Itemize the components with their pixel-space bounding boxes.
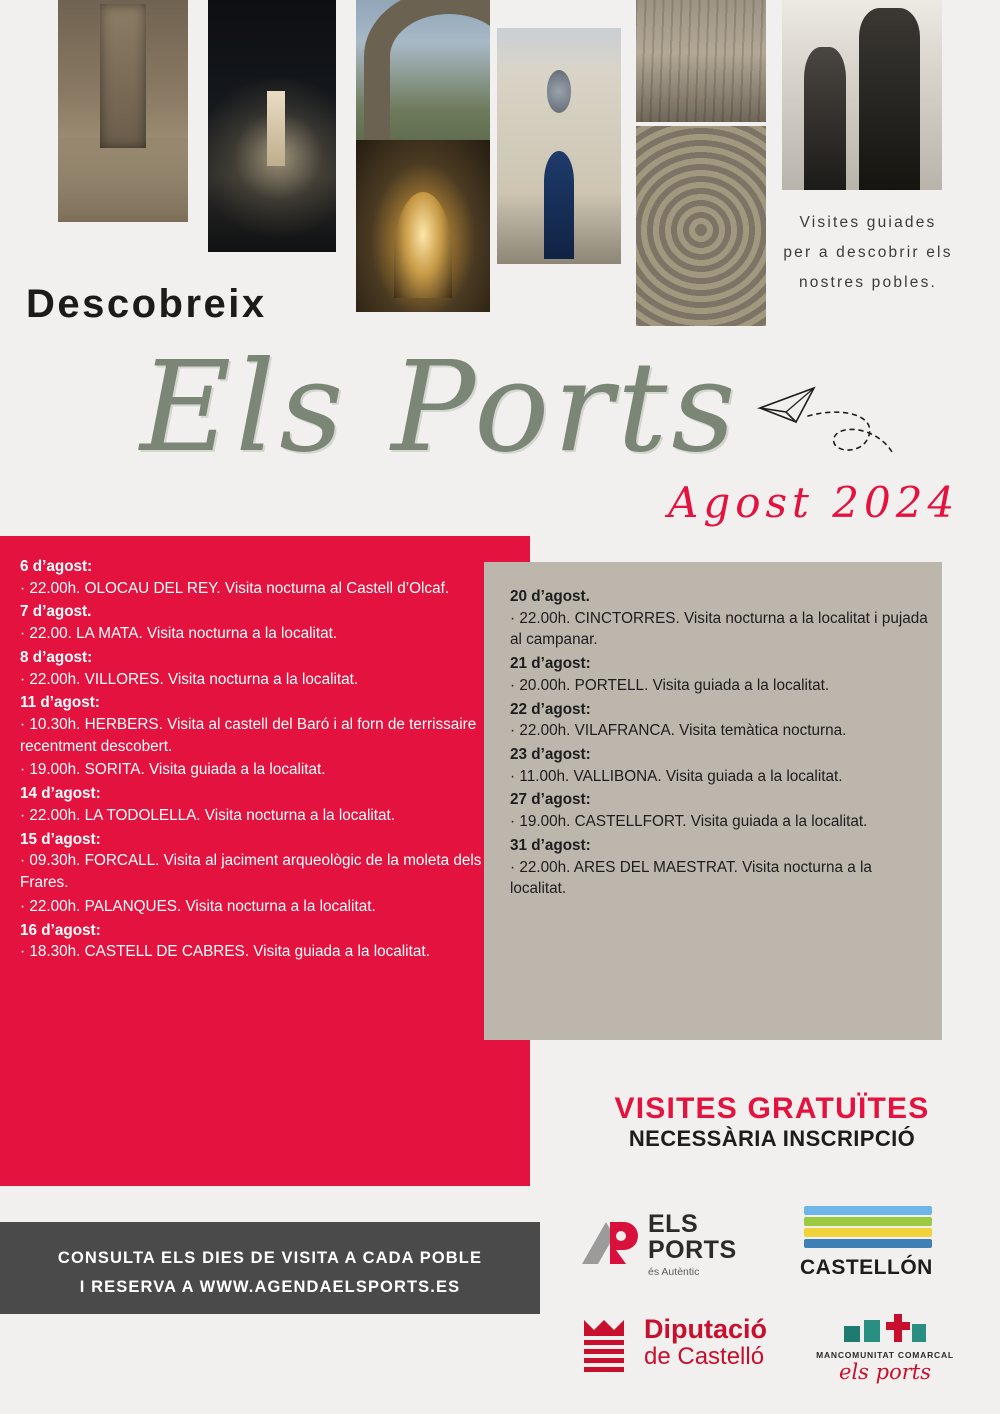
schedule-group [20, 783, 512, 826]
schedule-panel-second-half [484, 562, 942, 1040]
page-title-main: Els Ports [140, 335, 740, 480]
schedule-day: 22 d’agost: [510, 700, 591, 718]
photo-bell-tower-image [58, 0, 188, 222]
schedule-group [20, 601, 512, 644]
photo-night-village-image [208, 0, 336, 252]
castellon-label: CASTELLÓN [800, 1256, 933, 1279]
mancomunitat-top-label: MANCOMUNITAT COMARCAL [816, 1350, 954, 1360]
schedule-event: · 22.00h. CINCTORRES. Visita nocturna a la localitat i pujada al campanar. [510, 609, 928, 649]
logo-els-ports [580, 1210, 776, 1282]
schedule-event: · 10.30h. HERBERS. Visita al castell del Baró i al forn de terrissaire recentment descobert. [20, 716, 477, 755]
schedule-day: 7 d’agost. [20, 603, 92, 621]
schedule-day: 11 d’agost: [20, 694, 100, 712]
schedule-day: 14 d’agost: [20, 785, 101, 803]
mancomunitat-mark-icon [842, 1310, 928, 1344]
cta-box [0, 1222, 540, 1314]
diputacio-crown-icon [580, 1316, 638, 1376]
schedule-group [20, 829, 512, 918]
schedule-event: · 19.00h. SORITA. Visita guiada a la localitat. [20, 761, 326, 779]
schedule-event: · 22.00h. LA TODOLELLA. Visita nocturna a la localitat. [20, 806, 395, 824]
intro-text: Visites guiades per a descobrir els nostres pobles. [783, 214, 953, 292]
schedule-event: · 09.30h. FORCALL. Visita al jaciment arqueològic de la moleta dels Frares. [20, 852, 482, 892]
page-subtitle-month: Agost 2024 [668, 478, 960, 527]
schedule-event: · 19.00h. CASTELLFORT. Visita guiada a la localitat. [510, 813, 868, 831]
schedule-list-left [20, 554, 512, 965]
els-ports-text [648, 1212, 776, 1278]
castellon-bars-icon [804, 1206, 932, 1252]
schedule-day: 31 d’agost: [510, 836, 591, 854]
els-ports-subtitle: és Autèntic [648, 1266, 700, 1278]
schedule-panel-first-half [0, 536, 530, 1186]
castellon-bar [804, 1206, 932, 1215]
page-title-descobreix: Descobreix [26, 282, 267, 326]
schedule-event: · 22.00h. VILAFRANCA. Visita temàtica nocturna. [510, 722, 847, 740]
schedule-day: 21 d’agost: [510, 655, 591, 673]
schedule-day: 27 d’agost: [510, 791, 591, 809]
cta-line-1: CONSULTA ELS DIES DE VISITA A CADA POBLE [57, 1249, 483, 1267]
photo-stone-spiral-roof [636, 126, 766, 326]
schedule-group [510, 699, 928, 742]
photo-historic-couple-image [782, 0, 942, 190]
schedule-event: · 20.00h. PORTELL. Visita guiada a la localitat. [510, 676, 830, 694]
schedule-day: 8 d’agost: [20, 648, 93, 666]
castellon-bar [804, 1239, 932, 1248]
schedule-list-right [510, 584, 928, 902]
els-ports-mark-icon [580, 1216, 642, 1272]
schedule-event: · 11.00h. VALLIBONA. Visita guiada a la localitat. [510, 767, 843, 785]
schedule-group [510, 835, 928, 900]
figure-woman [804, 47, 846, 190]
logo-castellon [800, 1206, 940, 1286]
schedule-group [20, 556, 512, 599]
schedule-event: · 22.00. LA MATA. Visita nocturna a la localitat. [20, 625, 338, 643]
diputacio-line-1: Diputació [644, 1314, 768, 1344]
schedule-day: 16 d’agost: [20, 921, 101, 939]
free-visits-headline: VISITES GRATUÏTES [614, 1092, 930, 1125]
schedule-group [510, 789, 928, 832]
photo-drystone-wall-image [636, 0, 766, 122]
free-visits-subline: NECESSÀRIA INSCRIPCIÓ [628, 1126, 916, 1151]
schedule-event: · 22.00h. PALANQUES. Visita nocturna a la localitat. [20, 897, 376, 915]
schedule-group [20, 647, 512, 690]
photo-vaulted-passage-image [356, 140, 490, 312]
schedule-event: · 22.00h. VILLORES. Visita nocturna a la localitat. [20, 670, 359, 688]
castellon-bar [804, 1217, 932, 1226]
photo-historic-couple [782, 0, 942, 190]
cta-line-2: I RESERVA A WWW.AGENDAELSPORTS.ES [79, 1277, 461, 1296]
mancomunitat-bottom-label: els ports [839, 1360, 931, 1384]
diputacio-line-2: de Castelló [644, 1343, 765, 1370]
schedule-day: 15 d’agost: [20, 830, 101, 848]
photo-night-village [208, 0, 336, 252]
schedule-group [510, 586, 928, 651]
castellon-bar [804, 1228, 932, 1237]
photo-bell-tower [58, 0, 188, 222]
schedule-event: · 18.30h. CASTELL DE CABRES. Visita guiada a la localitat. [20, 943, 430, 961]
figure-man [859, 8, 920, 190]
photo-stone-spiral-roof-image [636, 126, 766, 326]
schedule-group [20, 920, 512, 963]
diputacio-text [644, 1316, 767, 1371]
photo-church-facade-image [497, 28, 621, 264]
schedule-group [20, 692, 512, 781]
schedule-group [510, 653, 928, 696]
logo-diputacio-castello [580, 1312, 780, 1388]
schedule-group [510, 744, 928, 787]
els-ports-title: ELS PORTS [648, 1210, 737, 1264]
photo-drystone-wall [636, 0, 766, 122]
schedule-day: 23 d’agost: [510, 746, 591, 764]
schedule-day: 20 d’agost. [510, 588, 590, 605]
paper-plane-icon [756, 382, 896, 472]
logo-mancomunitat [812, 1310, 958, 1388]
schedule-event: · 22.00h. OLOCAU DEL REY. Visita nocturna al Castell d’Olcaf. [20, 579, 450, 597]
schedule-event: · 22.00h. ARES DEL MAESTRAT. Visita nocturna a la localitat. [510, 858, 872, 898]
schedule-day: 6 d’agost: [20, 558, 93, 575]
photo-church-facade [497, 28, 621, 264]
photo-vaulted-passage [356, 140, 490, 312]
